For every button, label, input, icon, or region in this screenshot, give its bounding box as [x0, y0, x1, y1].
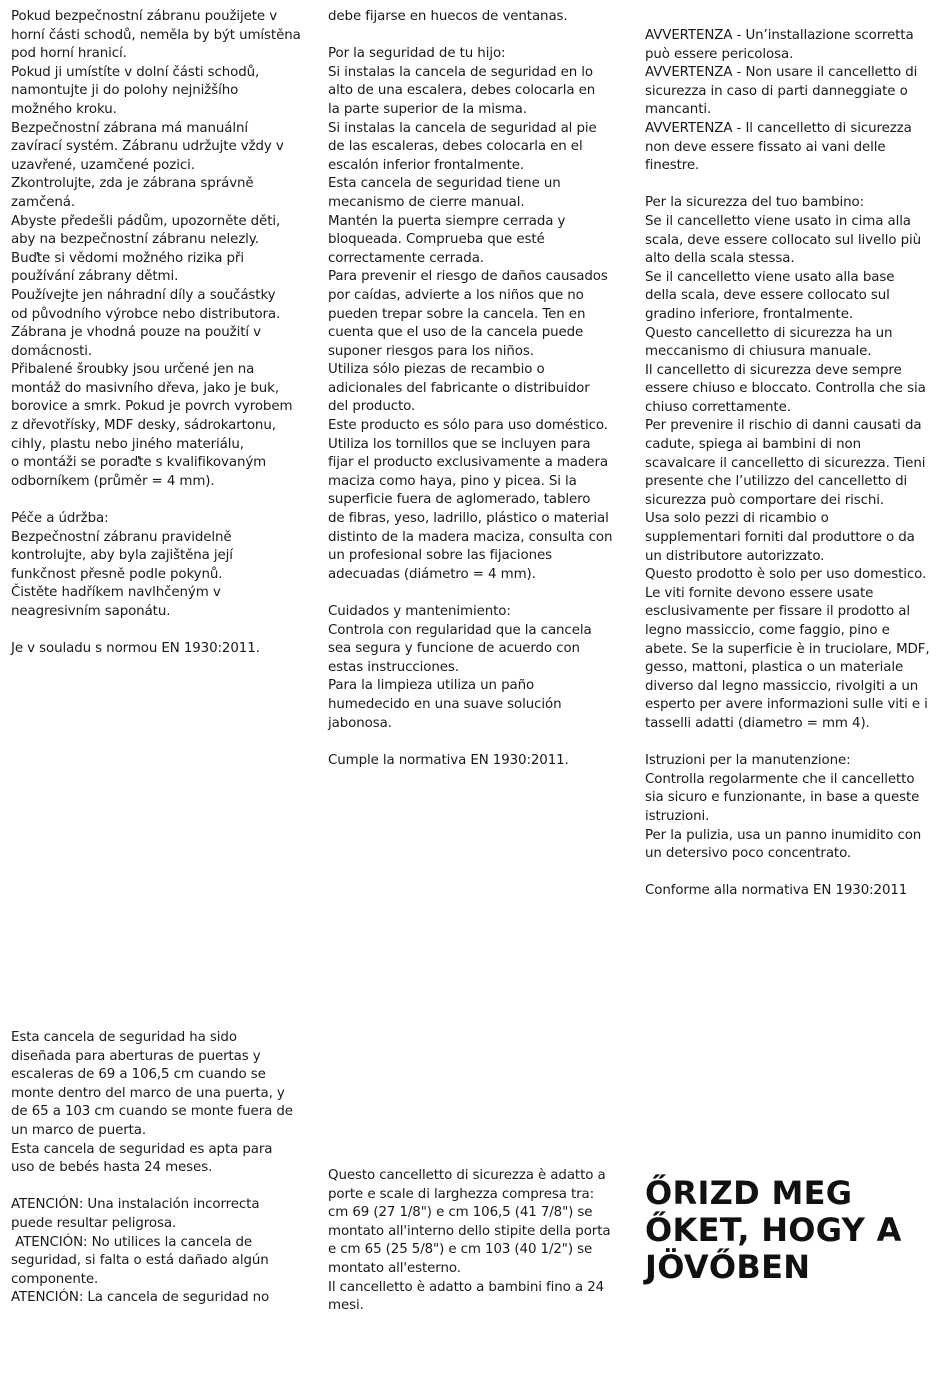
- spanish-intro-text: Esta cancela de seguridad ha sido diseñada para aberturas de puertas y escaleras de 69 a 106,5 cm cuando se monte dentro del marco de una puerta, y de 65 a 103 cm cuando se monte fuera de un marco de puerta. Esta cancela de seguridad es apta para uso de bebés hasta 24 meses. ATENCIÓN: Una instalación incorrecta puede resultar peligrosa. ATENCIÓN: No utilices la cancela de seguridad, si falta o está dañado algún componente. ATENCIÓN: La cancela de seguridad no: [11, 1030, 293, 1306]
- hungarian-heading: ŐRIZD MEG ŐKET, HOGY A JÖVŐBEN: [645, 1174, 902, 1286]
- italian-intro-text: Questo cancelletto di sicurezza è adatto a porte e scale di larghezza compresa tra: cm 69 (27 1/8") e cm 106,5 (41 7/8") se montato all'interno dello stipite della porta e cm 65 (25 5/8") e cm 103 (40 1/2") se montato all'esterno. Il cancelletto è adatto a bambini fino a 24 mesi.: [328, 1168, 611, 1314]
- spanish-instructions-text: debe fijarse en huecos de ventanas. Por la seguridad de tu hijo: Si instalas la cancela de seguridad en lo alto de una escalera, debes colocarla en la parte superior de la misma. Si instalas la cancela de seguridad al pie de las escaleras, debes colocarla en el escalón inferior frontalmente. Esta cancela de seguridad tiene un mecanismo de cierre manual. Mantén la puerta siempre cerrada y bloqueada. Comprueba que esté correctamente cerrada. Para prevenir el riesgo de daños causados por caídas, advierte a los niños que no pueden trepar sobre la cancela. Ten en cuenta que el uso de la cancela puede suponer riesgos para los niños. Utiliza sólo piezas de recambio o adicionales del fabricante o distribuidor del producto. Este producto es sólo para uso doméstico. Utiliza los tornillos que se incluyen para fijar el producto exclusivamente a madera maciza como haya, pino y picea. Si la superficie fuera de aglomerado, tablero de fibras, yeso, ladrillo, plástico o material distinto de la madera maciza, consulta con un profesional sobre las fijaciones adecuadas (diámetro = 4 mm). Cuidados y mantenimiento: Controla con regularidad que la cancela sea segura y funcione de acuerdo con estas instrucciones. Para la limpieza utiliza un paño humedecido en una suave solución jabonosa. Cumple la normativa EN 1930:2011.: [328, 9, 613, 768]
- czech-instructions-text: Pokud bezpečnostní zábranu použijete v horní části schodů, neměla by být umístěna pod horní hranicí. Pokud ji umístíte v dolní části schodů, namontujte ji do polohy nejnižšího možného kroku. Bezpečnostní zábrana má manuální zavírací systém. Zábranu udržujte vždy v uzavřené, uzamčené pozici. Zkontrolujte, zda je zábrana správně zamčená. Abyste předešli pádům, upozorněte děti, aby na bezpečnostní zábranu nelezly. Buďte si vědomi možného rizika při používání zábrany dětmi. Používejte jen náhradní díly a součástky od původního výrobce nebo distributora. Zábrana je vhodná pouze na použití v domácnosti. Přibalené šroubky jsou určené jen na montáž do masivního dřeva, jako je buk, borovice a smrk. Pokud je povrch vyrobem z dřevotřísky, MDF desky, sádrokartonu, cihly, plastu nebo jiného materiálu, o montáži se poraďte s kvalifikovaným odborníkem (průměr = 4 mm). Péče a údržba: Bezpečnostní zábranu pravidelně kontrolujte, aby byla zajištěna její funkčnost přesně podle pokynů. Čistěte hadříkem navlhčeným v neagresivním saponátu. Je v souladu s normou EN 1930:2011.: [11, 9, 301, 657]
- italian-instructions-text: AVVERTENZA - Un’installazione scorretta può essere pericolosa. AVVERTENZA - Non usare il cancelletto di sicurezza in caso di parti danneggiate o mancanti. AVVERTENZA - Il cancelletto di sicurezza non deve essere fissato ai vani delle finestre. Per la sicurezza del tuo bambino: Se il cancelletto viene usato in cima alla scala, deve essere collocato sul livello più alto della scala stessa. Se il cancelletto viene usato alla base della scala, deve essere collocato sul gradino inferiore, frontalmente. Questo cancelletto di sicurezza ha un meccanismo di chiusura manuale. Il cancelletto di sicurezza deve sempre essere chiuso e bloccato. Controlla che sia chiuso correttamente. Per prevenire il rischio di danni causati da cadute, spiega ai bambini di non scavalcare il cancelletto di sicurezza. Tieni presente che l’utilizzo del cancelletto di sicurezza può comportare dei rischi. Usa solo pezzi di ricambio o supplementari forniti dal produttore o da un distributore autorizzato. Questo prodotto è solo per uso domestico. Le viti fornite devono essere usate esclusivamente per fissare il prodotto al legno massiccio, come faggio, pino e abete. Se la superficie è in truciolare, MDF, gesso, mattoni, plastica o un materiale diverso dal legno massiccio, rivolgiti a un esperto per avere informazioni sulle viti e i tasselli adatti (diametro = mm 4). Istruzioni per la manutenzione: Controlla regolarmente che il cancelletto sia sicuro e funzionante, in base a queste istruzioni. Per la pulizia, usa un panno inumidito con un detersivo poco concentrato. Conforme alla normativa EN 1930:2011: [645, 28, 930, 899]
